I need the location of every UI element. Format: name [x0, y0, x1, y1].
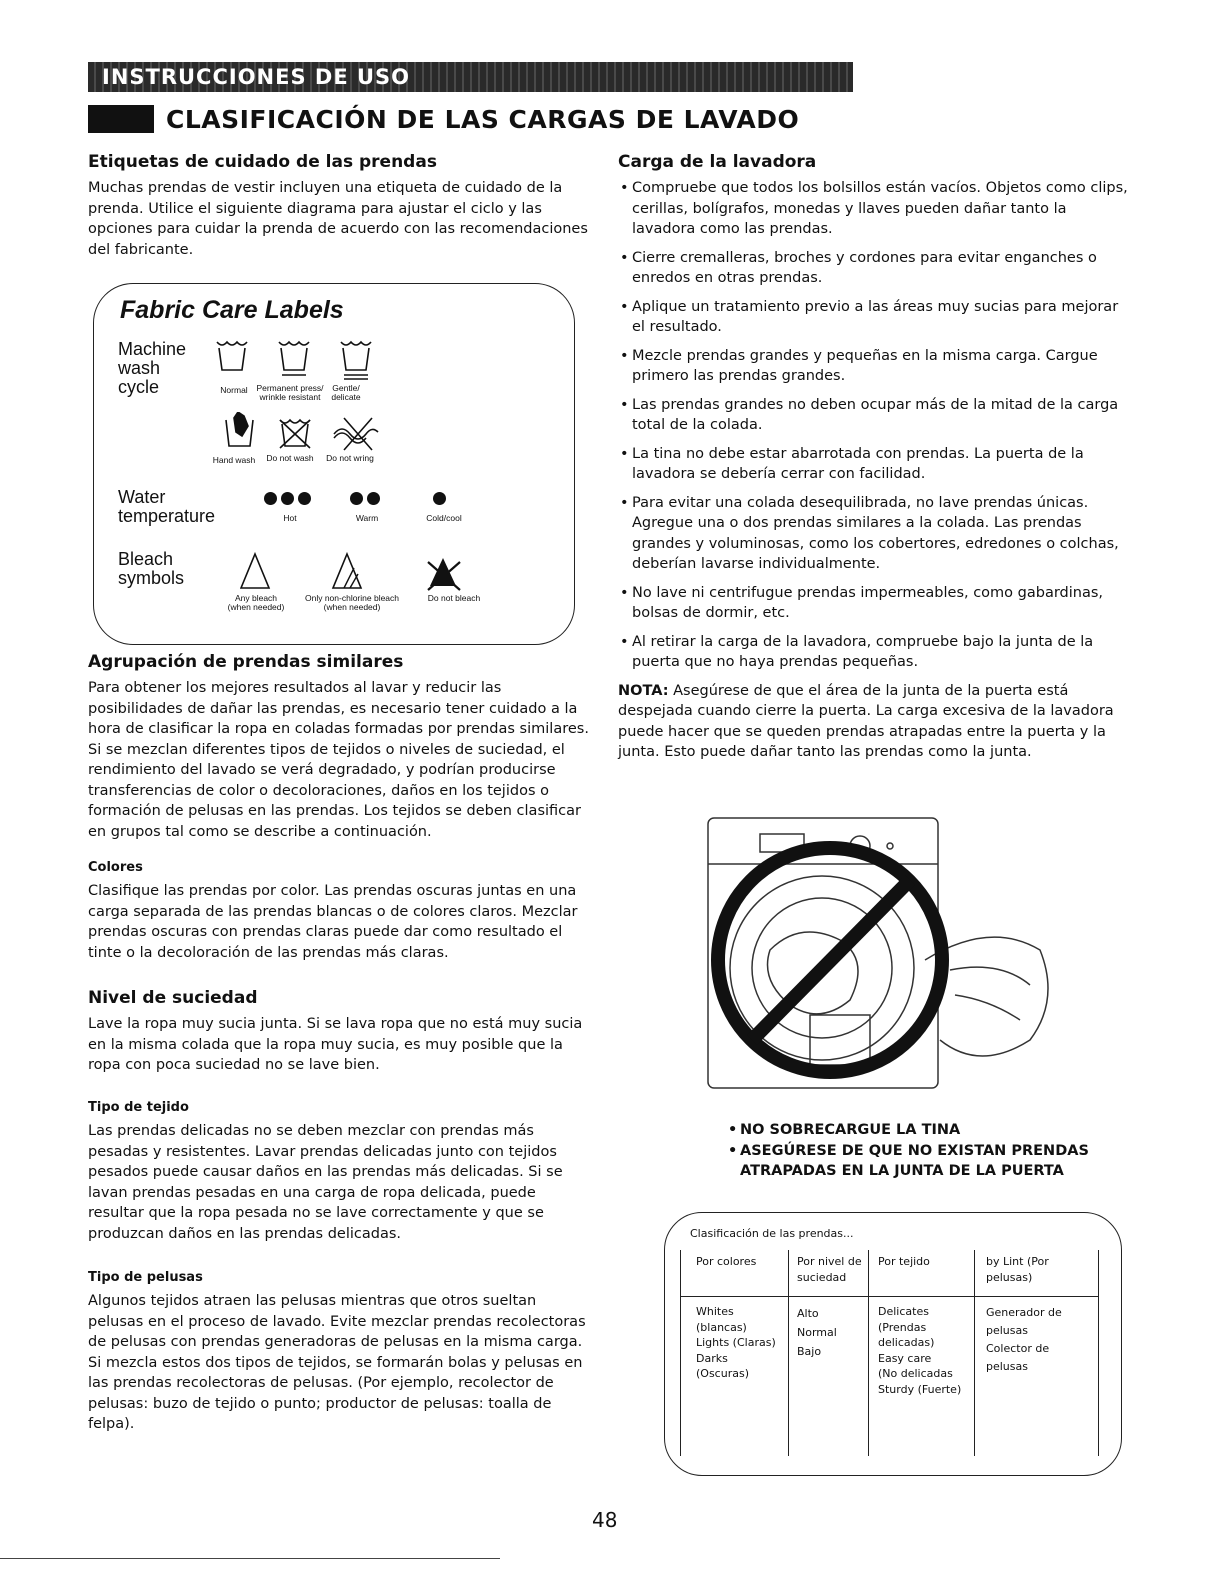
do-not-wring-icon: [334, 418, 378, 450]
warning-list: [726, 1120, 1106, 1182]
loading-note: [618, 681, 1130, 763]
fabric-care-title: Fabric Care Labels: [120, 296, 344, 324]
hot-caption: Hot: [283, 513, 297, 523]
table-divider: [680, 1250, 681, 1456]
loading-bullet: • Compruebe que todos los bolsillos están vacíos. Objetos como clips, cerillas, bolígrafos, monedas y llaves pueden dañar tanto la lavadora como las prendas.: [618, 178, 1130, 240]
perm-press-caption: Permanent press/ wrinkle resistant: [256, 383, 324, 402]
section-header-text: INSTRUCCIONES DE USO: [102, 65, 411, 89]
page-title-row: [88, 104, 799, 134]
hot-dots-icon: [264, 490, 315, 509]
table-header-soil: Por nivel de suciedad: [797, 1255, 862, 1284]
table-header-rule: [680, 1296, 1098, 1297]
loading-bullet: • Cierre cremalleras, broches y cordones para evitar enganches o enredos en otras prendas.: [618, 248, 1130, 289]
soil-section: [88, 988, 593, 1076]
grouping-body: Para obtener los mejores resultados al lavar y reducir las posibilidades de dañar las prendas, es necesario tener cuidado a la hora de clasificar la ropa en coladas formadas por prendas similares. Si se mezclan diferentes tipos de tejidos o niveles de suciedad, el rendimiento del lavado se verá degradado, y podrían producirse transferencias de color o decoloraciones, daños en los tejidos o formación de pelusas en las prendas. Los tejidos se deben clasificar en grupos tal como se describe a continuación.: [88, 680, 589, 840]
grouping-heading: Agrupación de prendas similares: [88, 652, 404, 672]
warm-caption: Warm: [355, 513, 379, 523]
loading-bullet: • La tina no debe estar abarrotada con prendas. La puerta de la lavadora se debería cerrar con facilidad.: [618, 444, 1130, 485]
bleach-label: Bleach symbols: [118, 549, 185, 588]
table-divider: [788, 1250, 789, 1456]
colors-section: [88, 860, 593, 963]
colors-heading: Colores: [88, 860, 143, 875]
lint-body: Algunos tejidos atraen las pelusas mientras que otros sueltan pelusas en el proceso de lavado. Evite mezclar prendas recolectoras de pelusas con prendas generadoras de pelusas en la misma carga. Si mezcla estos dos tipos de tejidos, se formarán bolas y pelusas en las prendas recolectoras de pelusas. (Por ejemplo, recolector de pelusas: buzo de tejido o punto; productor de pelusas: toalla de felpa).: [88, 1293, 586, 1432]
soil-heading: Nivel de suciedad: [88, 988, 258, 1008]
table-header-fabric: Por tejido: [878, 1255, 930, 1268]
warning-item: • NO SOBRECARGUE LA TINA: [726, 1120, 1106, 1141]
normal-wash-icon: [217, 342, 247, 370]
fabric-type-section: [88, 1100, 593, 1244]
loading-bullet: • Al retirar la carga de la lavadora, compruebe bajo la junta de la puerta que no haya prendas pequeñas.: [618, 632, 1130, 673]
lint-section: [88, 1270, 593, 1435]
fabric-type-heading: Tipo de tejido: [88, 1100, 189, 1115]
table-col-soil: Alto Normal Bajo: [797, 1307, 837, 1358]
table-header-lint: by Lint (Por pelusas): [986, 1255, 1049, 1284]
special-wash-icons: [224, 412, 394, 456]
care-labels-body: Muchas prendas de vestir incluyen una etiqueta de cuidado de la prenda. Utilice el siguiente diagrama para ajustar el ciclo y las opciones para cuidar la prenda de acuerdo con las recomendaciones del fabricante.: [88, 180, 588, 258]
bleach-icons: [240, 552, 490, 592]
colors-body: Clasifique las prendas por color. Las prendas oscuras juntas en una carga separada de las prendas blancas o de colores claros. Mezclar prendas oscuras con prendas claras puede dar como resultado el tinte o la decoloración de las prendas más claras.: [88, 883, 578, 961]
loading-bullet: • Para evitar una colada desequilibrada, no lave prendas únicas. Agregue una o dos prendas similares a la colada. Las prendas grandes y voluminosas, como los cobertores, edredones o colchas, deberían lavarse individualmente.: [618, 493, 1130, 575]
gentle-caption: Gentle/ delicate: [331, 383, 361, 402]
any-bleach-icon: [241, 554, 269, 588]
title-marker: [88, 105, 154, 133]
table-col-fabric: Delicates (Prendas delicadas) Easy care (No delicadas Sturdy (Fuerte): [878, 1305, 962, 1396]
machine-wash-label: Machine wash cycle: [118, 339, 187, 397]
no-wash-caption: Do not wash: [266, 453, 314, 463]
page-number: 48: [592, 1508, 618, 1532]
gentle-wash-icon: [341, 342, 371, 379]
cold-dot-icon: [433, 490, 450, 509]
water-temp-label: Water temperature: [118, 487, 216, 526]
loading-section: [618, 152, 1130, 763]
footer-rule: [0, 1558, 500, 1559]
loading-bullet: • Las prendas grandes no deben ocupar más de la mitad de la carga total de la colada.: [618, 395, 1130, 436]
lint-heading: Tipo de pelusas: [88, 1270, 203, 1285]
sort-table-caption: Clasificación de las prendas...: [690, 1227, 854, 1240]
page-title: CLASIFICACIÓN DE LAS CARGAS DE LAVADO: [166, 104, 800, 134]
loading-bullet: • Aplique un tratamiento previo a las áreas muy sucias para mejorar el resultado.: [618, 297, 1130, 338]
care-labels-heading: Etiquetas de cuidado de las prendas: [88, 152, 437, 172]
prohibition-icon: [718, 848, 942, 1072]
do-not-bleach-icon: [428, 558, 460, 590]
loading-heading: Carga de la lavadora: [618, 152, 817, 172]
do-not-wash-icon: [280, 420, 310, 448]
overloaded-washer-illustration: [700, 810, 1080, 1110]
table-divider: [868, 1250, 869, 1456]
grouping-section: [88, 652, 593, 842]
hand-wash-caption: Hand wash: [212, 455, 256, 465]
warning-item: • ASEGÚRESE DE QUE NO EXISTAN PRENDAS ATRAPADAS EN LA JUNTA DE LA PUERTA: [726, 1141, 1106, 1182]
fabric-type-body: Las prendas delicadas no se deben mezclar con prendas más pesadas y resistentes. Lavar prendas delicadas junto con tejidos pesados puede causar daños en las prendas más delicadas. Si se lavan prendas pesadas en una carga de ropa delicada, puede resultar que la ropa pesada no se lave correctamente y que se produzcan daños en las prendas delicadas.: [88, 1123, 563, 1242]
loading-bullet: • Mezcle prendas grandes y pequeñas en la misma carga. Cargue primero las prendas grandes.: [618, 346, 1130, 387]
table-divider: [1098, 1250, 1099, 1456]
table-divider: [974, 1250, 975, 1456]
non-chlorine-caption: Only non-chlorine bleach (when needed): [304, 593, 400, 612]
warm-dots-icon: [350, 490, 384, 509]
loading-bullet: • No lave ni centrifugue prendas impermeables, como gabardinas, bolsas de dormir, etc.: [618, 583, 1130, 624]
loading-bullet-list: [618, 178, 1130, 673]
permanent-press-icon: [279, 342, 309, 375]
no-wring-caption: Do not wring: [326, 453, 374, 463]
no-bleach-caption: Do not bleach: [427, 593, 481, 603]
table-col-lint: Generador de pelusas Colector de pelusas: [986, 1306, 1062, 1373]
normal-caption: Normal: [220, 385, 248, 395]
any-bleach-caption: Any bleach (when needed): [227, 593, 285, 612]
section-header-bar: [88, 62, 853, 92]
table-col-colors: Whites (blancas) Lights (Claras) Darks (Oscuras): [696, 1305, 776, 1380]
note-body: Asegúrese de que el área de la junta de la puerta está despejada cuando cierre la puerta. La carga excesiva de la lavadora puede hacer que se queden prendas atrapadas entre la puerta y la junta. Esto puede dañar tanto las prendas como la junta.: [618, 682, 1114, 760]
cold-caption: Cold/cool: [426, 513, 462, 523]
soil-body: Lave la ropa muy sucia junta. Si se lava ropa que no está muy sucia en la misma colada que la ropa muy sucia, es muy posible que la ropa con poca suciedad no se lave bien.: [88, 1016, 583, 1073]
non-chlorine-bleach-icon: [333, 554, 361, 588]
hand-wash-icon: [226, 412, 253, 446]
note-label: NOTA:: [618, 682, 669, 699]
care-labels-section: [88, 152, 593, 260]
table-header-colors: Por colores: [696, 1255, 757, 1268]
